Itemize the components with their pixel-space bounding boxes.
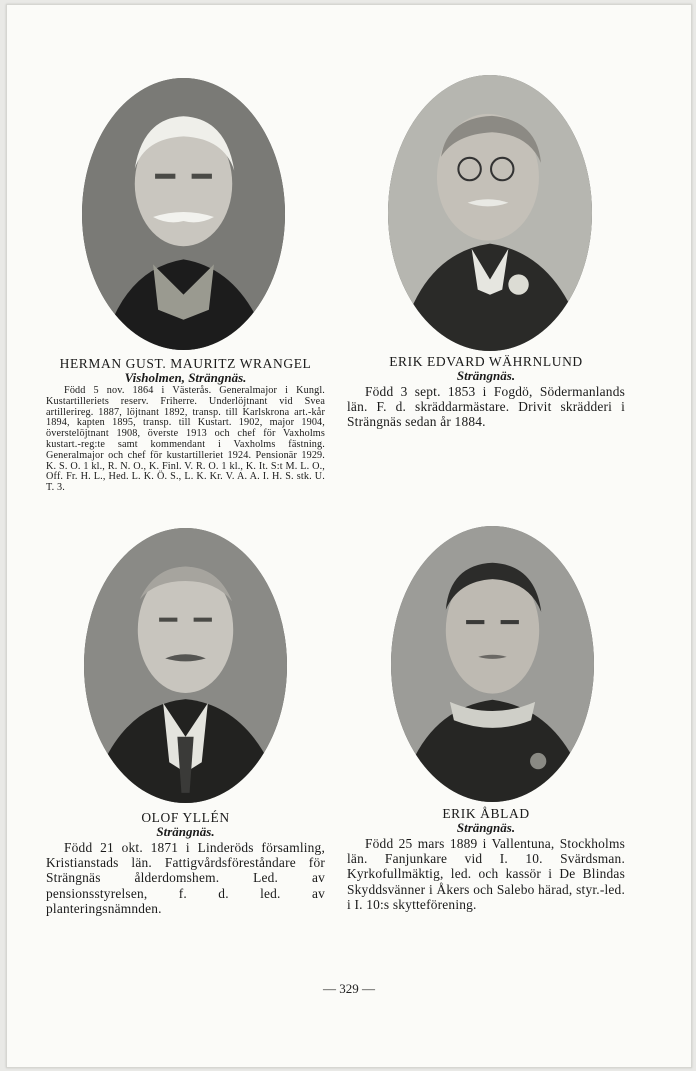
entry-yllen	[46, 810, 325, 916]
person-bio: Född 3 sept. 1853 i Fogdö, Södermanlands län. F. d. skräddarmästare. Drivit skrädderi i Strängnäs sedan år 1884.	[347, 384, 625, 430]
person-name: HERMAN GUST. MAURITZ WRANGEL	[59, 356, 312, 371]
book-page	[6, 4, 692, 1068]
person-place: Strängnäs.	[156, 824, 215, 839]
person-bio: Född 21 okt. 1871 i Linderöds församling, Kristianstads län. Fattigvårdsföreståndare för Strängnäs ålderdomshem. Led. av pensionsstyrelsen, f. d. led. av planteringsnämnden.	[46, 840, 325, 916]
entry-ablad	[347, 806, 625, 912]
person-bio: Född 25 mars 1889 i Vallentuna, Stockholms län. Fanjunkare vid I. 10. Svärdsman. Kyrkofullmäktig, led. och kassör i De Blindas Skyddsvänner i Åkers och Salebo härad, styr.-led. i I. 10:s skytteförening.	[347, 836, 625, 912]
page-number: — 329 —	[323, 981, 375, 996]
entry-wahrnlund	[347, 354, 625, 430]
person-name: ERIK ÅBLAD	[442, 806, 530, 821]
portrait-wahrnlund-icon	[388, 75, 592, 351]
person-name: ERIK EDVARD WÄHRNLUND	[389, 354, 583, 369]
portrait-yllen-icon	[84, 528, 287, 803]
person-place: Strängnäs.	[456, 368, 516, 383]
person-place: Visholmen, Strängnäs.	[124, 370, 247, 385]
portrait-ablad-icon	[391, 526, 594, 802]
person-bio: Född 5 nov. 1864 i Västerås. Generalmajor i Kungl. Kustartilleriets reserv. Friherre. Underlöjtnant vid Svea artillerireg. 1887, löjtnant 1892, transp. till Karlskrona art.-kår 1894, kapten 1895, transp. till Kustart. 1902, major 1904, överstelöjtnant 1908, överste 1913 och chef för Vaxholms kustart.-reg:te samt kommendant i Vaxholms fästning. Generalmajor och chef för kustartilleriet 1924. Pensionär 1929. K. S. O. 1 kl., R. N. O., K. Finl. V. R. O. 1 kl., K. It. S:t M. L. O., Off. Fr. H. L., Hed. L. K. Ö. S., L. K. Kr. V. A. A. I. H. S. stk. U. T. 3.	[46, 385, 325, 494]
person-name: OLOF YLLÉN	[141, 810, 230, 825]
entry-wrangel	[46, 356, 325, 494]
person-place: Strängnäs.	[456, 820, 516, 835]
portrait-wrangel-icon	[82, 78, 285, 350]
